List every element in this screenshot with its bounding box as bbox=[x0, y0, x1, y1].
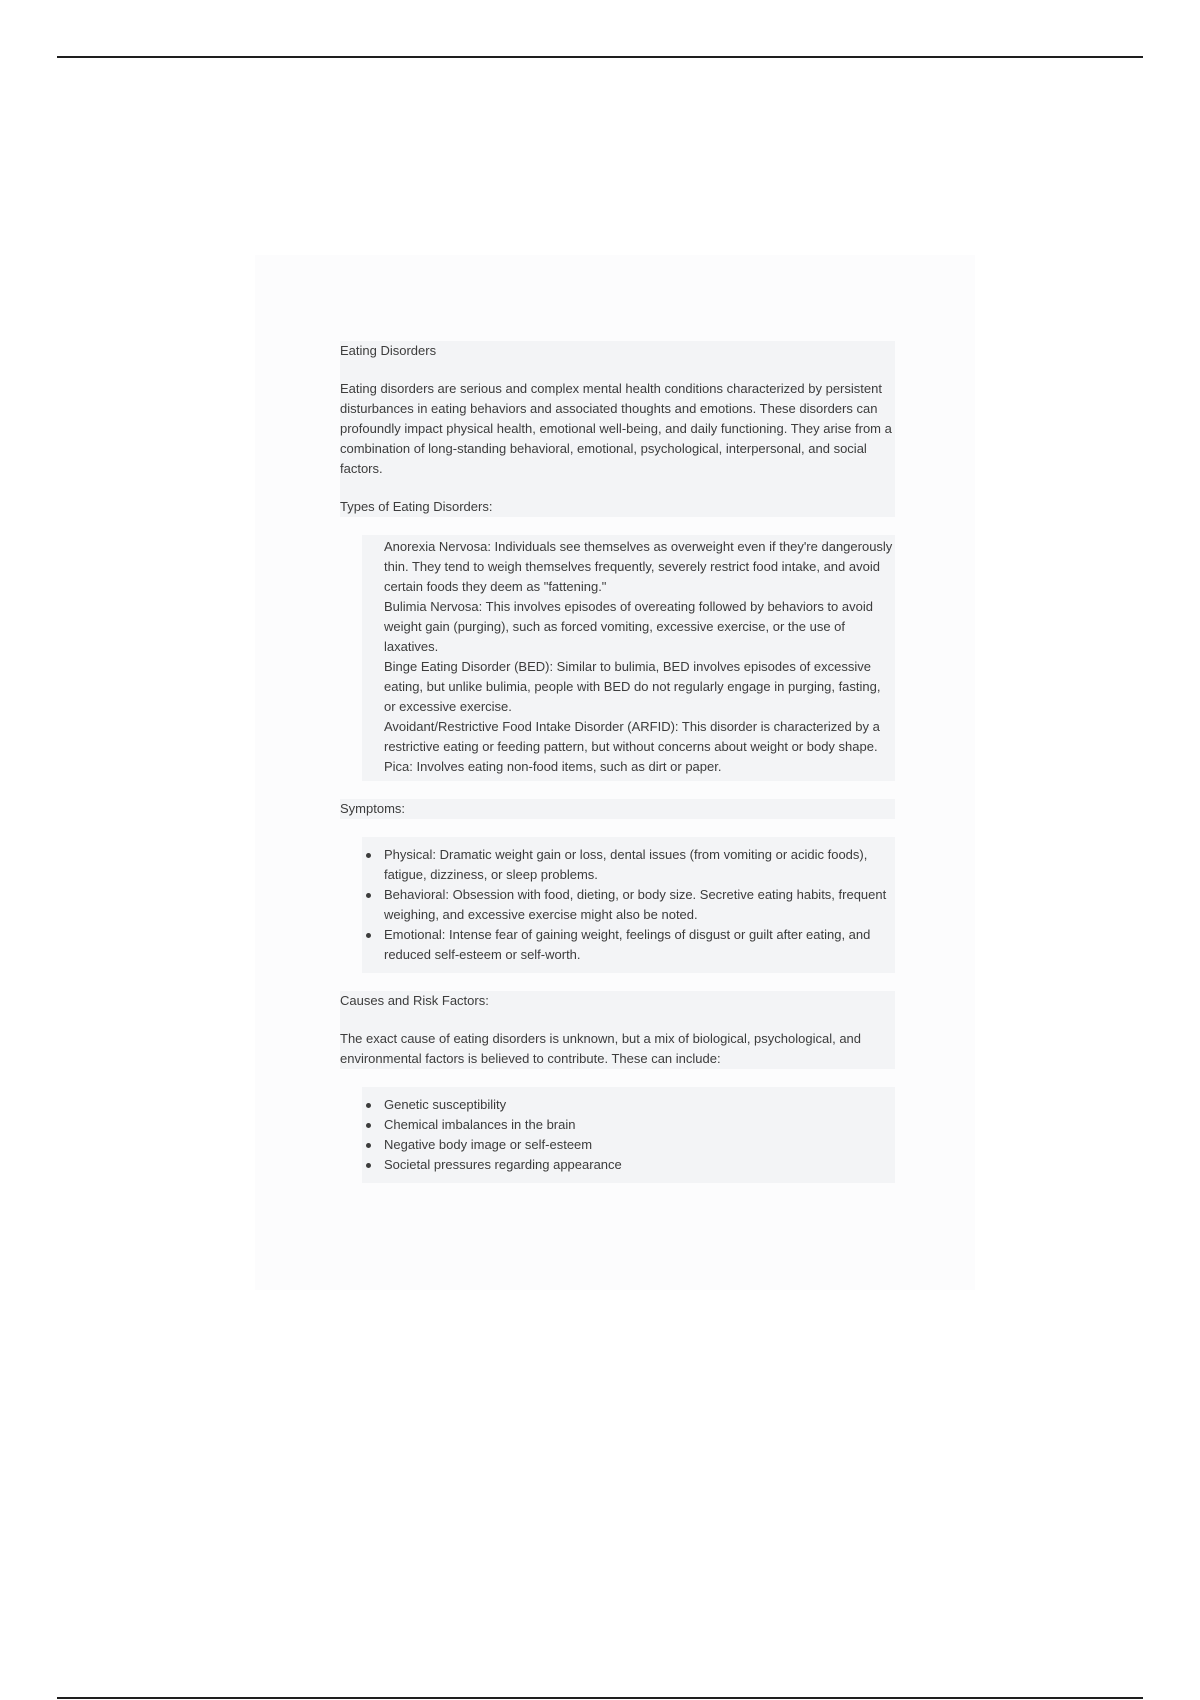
list-item: Negative body image or self-esteem bbox=[362, 1135, 895, 1155]
causes-heading-block bbox=[340, 991, 895, 1011]
page-top-rule bbox=[57, 56, 1143, 58]
bullet-icon bbox=[366, 1163, 371, 1168]
page-bottom-rule bbox=[57, 1697, 1143, 1699]
list-item: Pica: Involves eating non-food items, such as dirt or paper. bbox=[384, 759, 722, 774]
list-item: Binge Eating Disorder (BED): Similar to bulimia, BED involves episodes of excessive eating, but unlike bulimia, people with BED do not regularly engage in purging, fasting, or excessive exercise. bbox=[384, 659, 881, 714]
symptoms-heading: Symptoms: bbox=[340, 801, 406, 816]
bullet-icon bbox=[366, 893, 371, 898]
bullet-icon bbox=[366, 1143, 371, 1148]
list-item: Chemical imbalances in the brain bbox=[362, 1115, 895, 1135]
list-item: Behavioral: Obsession with food, dieting, or body size. Secretive eating habits, frequent weighing, and excessive exercise might also be noted. bbox=[362, 885, 895, 925]
title-block bbox=[340, 341, 895, 361]
bullet-icon bbox=[366, 853, 371, 858]
list-item: Genetic susceptibility bbox=[362, 1095, 895, 1115]
causes-heading: Causes and Risk Factors: bbox=[340, 993, 489, 1008]
list-item: Emotional: Intense fear of gaining weight, feelings of disgust or guilt after eating, and reduced self-esteem or self-worth. bbox=[362, 925, 895, 965]
types-list bbox=[362, 535, 895, 781]
document-content bbox=[340, 341, 895, 1183]
list-item: Bulimia Nervosa: This involves episodes of overeating followed by behaviors to avoid weight gain (purging), such as forced vomiting, excessive exercise, or the use of laxatives. bbox=[384, 599, 873, 654]
list-item: Avoidant/Restrictive Food Intake Disorder (ARFID): This disorder is characterized by a restrictive eating or feeding pattern, but without concerns about weight or body shape. bbox=[384, 719, 880, 754]
bullet-icon bbox=[366, 1123, 371, 1128]
causes-intro: The exact cause of eating disorders is unknown, but a mix of biological, psychological, and environmental factors is believed to contribute. These can include: bbox=[340, 1031, 862, 1066]
intro-block bbox=[340, 379, 895, 479]
causes-list bbox=[362, 1087, 895, 1183]
bullet-icon bbox=[366, 1103, 371, 1108]
list-item: Societal pressures regarding appearance bbox=[362, 1155, 895, 1175]
list-item: Anorexia Nervosa: Individuals see themselves as overweight even if they're dangerously thin. They tend to weigh themselves frequently, severely restrict food intake, and avoid certain foods they deem as "fattening." bbox=[384, 539, 893, 594]
types-heading: Types of Eating Disorders: bbox=[340, 499, 493, 514]
types-heading-block bbox=[340, 497, 895, 517]
bullet-icon bbox=[366, 933, 371, 938]
intro-paragraph: Eating disorders are serious and complex mental health conditions characterized by persistent disturbances in eating behaviors and associated thoughts and emotions. These disorders can profoundly impact physical health, emotional well-being, and daily functioning. They arise from a combination of long-standing behavioral, emotional, psychological, interpersonal, and social factors. bbox=[340, 381, 892, 476]
symptoms-heading-block bbox=[340, 799, 895, 819]
document-title: Eating Disorders bbox=[340, 343, 437, 358]
list-item: Physical: Dramatic weight gain or loss, dental issues (from vomiting or acidic foods), fatigue, dizziness, or sleep problems. bbox=[362, 845, 895, 885]
causes-intro-block bbox=[340, 1029, 895, 1069]
symptoms-list bbox=[362, 837, 895, 973]
